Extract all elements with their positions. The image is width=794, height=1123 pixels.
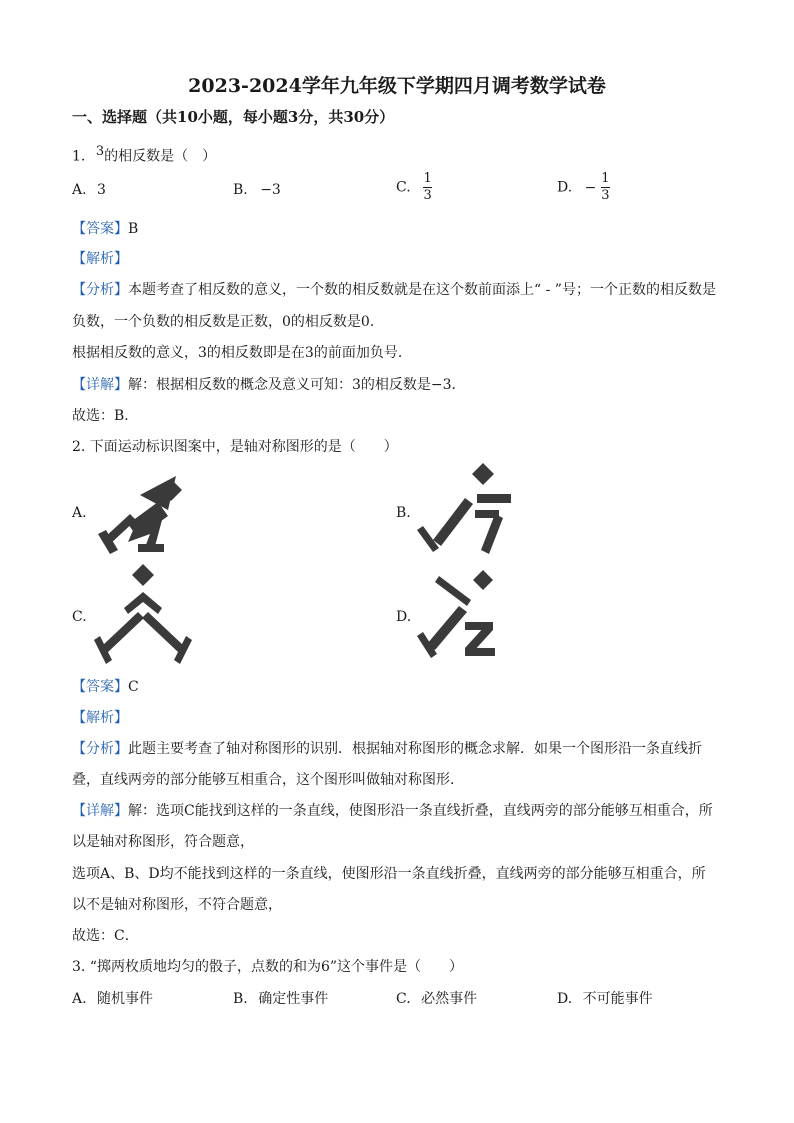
q2-detail-line-3: 选项A、B、D均不能找到这样的一条直线，使图形沿一条直线折叠，直线两旁的部分能够互相重合，所 [72, 866, 706, 882]
answer-value: C [128, 679, 139, 695]
q1-option-b-label: B. [233, 182, 248, 198]
fenxi-tag: 【分析】 [72, 282, 128, 298]
fraction-numerator: 1 [423, 171, 432, 186]
q3-option-c-text: 必然事件 [421, 991, 478, 1007]
fraction-numerator: 1 [601, 171, 610, 186]
q2-fenxi-line-2: 叠，直线两旁的部分能够互相重合，这个图形叫做轴对称图形． [72, 772, 464, 788]
fraction-denominator: 3 [601, 188, 610, 203]
q1-detail [72, 374, 466, 394]
fenxi-text: 本题考查了相反数的意义，一个数的相反数就是在这个数前面添上“ - ”号；一个正数的相反数是 [128, 282, 716, 298]
q3-option-a-text: 随机事件 [97, 991, 154, 1007]
q1-stem-text: 的相反数是（ ） [104, 148, 217, 165]
q2-option-a-figure [88, 462, 208, 562]
fenxi-text: 此题主要考查了轴对称图形的识别．根据轴对称图形的概念求解．如果一个图形沿一条直线折 [128, 741, 702, 757]
q1-option-a-label: A. [72, 182, 87, 198]
q2-fenxi-line-1 [72, 738, 702, 758]
q1-option-b-text: −3 [260, 182, 281, 198]
q2-answer [72, 676, 139, 696]
q3-option-a-label: A. [72, 991, 87, 1007]
q1-option-d-fraction [601, 172, 610, 203]
fenxi-tag: 【分析】 [72, 741, 128, 757]
q1-option-b [233, 182, 281, 198]
q3-stem: 3. “掷两枚质地均匀的骰子，点数的和为6”这个事件是（ ） [72, 959, 464, 975]
q2-analysis-tag: 【解析】 [72, 710, 128, 726]
q1-answer [72, 218, 138, 238]
q1-option-c [396, 172, 432, 203]
q2-option-c-label: C. [72, 609, 87, 625]
q3-option-d-label: D. [557, 991, 573, 1007]
q1-option-c-label: C. [396, 179, 411, 196]
q2-option-a-label: A. [72, 505, 87, 521]
answer-tag: 【答案】 [72, 679, 128, 695]
answer-tag: 【答案】 [72, 221, 128, 237]
q1-option-d-sign: − [584, 179, 597, 196]
q1-option-d-label: D. [557, 179, 573, 196]
q3-option-c-label: C. [396, 991, 411, 1007]
detail-tag: 【详解】 [72, 377, 128, 393]
q1-number: 1. [72, 148, 86, 165]
q1-option-c-fraction [423, 172, 432, 203]
fraction-denominator: 3 [423, 188, 432, 203]
q1-conclusion: 故选：B． [72, 408, 139, 424]
q1-option-a [72, 182, 106, 198]
q2-option-d-label: D. [396, 609, 412, 625]
q1-analysis-tag: 【解析】 [72, 251, 128, 267]
q2-option-b-label: B. [396, 505, 411, 521]
q3-option-b [233, 988, 328, 1008]
q2-option-b-figure [413, 462, 523, 562]
q2-option-d-figure [413, 566, 523, 666]
q1-stem-value: 3 [95, 144, 105, 159]
q1-fenxi-line-2: 负数，一个负数的相反数是正数，0的相反数是0． [72, 314, 384, 330]
q1-fenxi-line-3: 根据相反数的意义，3的相反数即是在3的前面加负号． [72, 345, 412, 361]
q3-option-c [396, 988, 477, 1008]
q3-option-a [72, 988, 153, 1008]
q3-option-b-label: B. [233, 991, 248, 1007]
q1-option-a-text: 3 [97, 182, 106, 198]
page-title: 2023-2024学年九年级下学期四月调考数学试卷 [188, 75, 606, 97]
q2-detail-line-4: 以不是轴对称图形，不符合题意， [72, 897, 282, 913]
detail-tag: 【详解】 [72, 803, 128, 819]
q1-fenxi-line-1 [72, 279, 716, 299]
section-header: 一、选择题（共10小题，每小题3分，共30分） [72, 108, 395, 126]
q2-detail-line-1 [72, 800, 713, 820]
answer-value: B [128, 221, 139, 237]
q1-stem [72, 144, 216, 166]
q2-detail-line-2: 以是轴对称图形，符合题意， [72, 834, 254, 850]
q1-option-d [557, 172, 610, 203]
q3-option-d-text: 不可能事件 [582, 991, 653, 1007]
q2-stem: 2. 下面运动标识图案中，是轴对称图形的是（ ） [72, 439, 398, 455]
q3-option-d [557, 988, 653, 1008]
q2-conclusion: 故选：C． [72, 928, 139, 944]
detail-text: 解：选项C能找到这样的一条直线，使图形沿一条直线折叠，直线两旁的部分能够互相重合，所 [128, 803, 713, 819]
q2-option-c-figure [88, 562, 198, 672]
detail-text: 解：根据相反数的概念及意义可知：3的相反数是−3． [128, 377, 466, 393]
q3-option-b-text: 确定性事件 [258, 991, 329, 1007]
